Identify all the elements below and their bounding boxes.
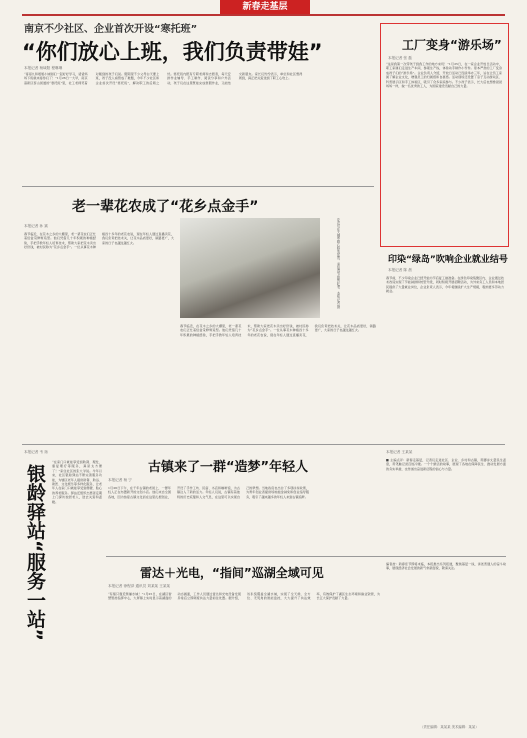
article-body: 春节临近，在花木之乡的大棚里，老一辈花农们正忙着给盆景修剪造型。他们凭借几十年积累的种植经验，手把手教年轻人培育技术，帮助大家把花木卖出好价钱，被村民称为“花乡点金手”。一位从事花木种植四十多年的老花农说，现在年轻人通过直播卖花，我们负责把技术关，让花木品质更好，销路更广，大家的日子也越过越红火。 (180, 324, 376, 337)
article-body: “哥哥九和姐姐小妹刚们一起好好学习，爸爸妈妈下班就来接你们了！”1月26日一大早，南京高新区泰山街道的“寒托班”里，社工老师笑着对刚到的孩子们说。假期里不少父母白天要上班，孩子没人看管成了难题，今年不少社区和企业首次开设“寒托班”，解决职工的后顾之忧。寒托班内配有专职老师和志愿者，每天安排作业辅导、手工制作、阅读分享和户外活动，孩子们在这里既能完成寒假作业，又能结交新朋友。家长们纷纷表示，单位和社区想得周到，真正把关爱送到了职工心坎上。 (24, 72, 303, 85)
article-body: “这是我第一次带孩子到我工作的地方来玩！”1月25日，在一家企业开放日活动中，职工家属们走进生产车间，参观生产线，体验动手制作小零件。原本严肃的工厂变身成孩子们的“游乐场”。企业负责人介绍，开放日活动已连续举办三年，旨在让员工家属了解企业文化，增强员工的归属感和自豪感。活动现场还设置了亲子互动游戏区、科普展示区和手工体验区，吸引了众多家庭参与。不少孩子表示，长大后也想像爸爸妈妈一样，做一名优秀的工人，为国家建设贡献自己的力量。 (386, 62, 502, 89)
article-body: ■ 主编点评：新春走基层，记者们走进社区、企业、乡村和古镇，用脚步丈量民生温度，用笔触记录百姓冷暖。一个个鲜活的故事，展现了各地在保障民生、推动发展方面的务实举措，也传递出奋进新征程的信心与力量。 (386, 458, 506, 471)
divider (22, 186, 374, 187)
article-title: 古镇来了一群“造梦”年轻人 (148, 460, 309, 475)
article-photo (180, 218, 320, 318)
photo-caption: 花农们在大棚中精心修剪盆景，迎接春节销售旺季。本报记者 摄 (336, 218, 340, 309)
article-body: 1月26日下午，在千年古镇的老街上，一群年轻人正在布置新开的文创小店。他们来自全国各地，因为热爱古镇文化而在这里扎根创业，开设了手作工坊、民宿、书店和咖啡馆，为古镇注入了新的活力。年轻人们说，古镇有着独特的历史底蕴和人文气息，在这里可以实现自己的梦想。当地政府也出台了多项扶持政策，为青年创业者提供场地租金减免和创业指导服务，吸引了越来越多的年轻人来到古镇追梦。 (108, 486, 309, 499)
article-title: 银龄驿站“服务一站” (24, 464, 46, 641)
article-byline: 本报记者 韦 扬 (24, 450, 48, 454)
masthead-rule (22, 14, 505, 16)
article-byline: 本报记者 杨域阳 程琳琳 (24, 66, 63, 70)
article-byline: 本报记者 陈 晨 (388, 268, 412, 272)
article-body: “有船只靠近禁捕水域！”1月25日，在湖区智慧管控指挥中心，大屏幕上实时显示着湖面的动态画面，工作人员通过雷达和光电设备发现异常后立即调度执法力量前往处置。据介绍，该系统覆盖全湖水域，实现了全天候、全方位、无死角的智能监控，大大提升了执法效率，有效保护了湖区生态环境和渔业资源，为长江大保护贡献了力量。 (108, 592, 380, 601)
article-title: 印染“绿岛”吹响企业就业结号 (388, 255, 508, 265)
article-byline: 本报记者 徐程泽 通讯员 刘某某 王某某 (108, 584, 171, 588)
article-byline: 本报记者 孙 斌 (24, 224, 48, 228)
article-title: 雷达＋光电，“指间”巡湖全域可见 (140, 566, 324, 580)
divider (22, 444, 505, 445)
article-kicker: 南京不少社区、企业首次开设“寒托班” (24, 24, 198, 35)
article-byline: 本报记者 杨 宁 (108, 478, 132, 482)
article-body: 春节临近，在花木之乡的大棚里，老一辈花农们正忙着给盆景修剪造型。他们凭借几十年积累的种植经验，手把手教年轻人培育技术，帮助大家把花木卖出好价钱，被村民称为“花乡点金手”。一位从事花木种植四十多年的老花农说，现在年轻人通过直播卖花，我们负责把技术关，让花木品质更好，销路更广，大家的日子也越过越红火。 (24, 232, 174, 250)
article-byline: 本报记者 张 磊 (388, 56, 412, 60)
article-title: 工厂变身“游乐场” (402, 38, 502, 52)
article-body: “在家门口就能享受到助餐、理发、康复理疗等服务，真是太方便了！”家住社区的张大爷说。今年以来，社区银龄驿站不断完善服务功能，为辖区老年人提供助餐、助浴、助医、文化娱乐等多样化服务，让老年人在家门口就能享受到便捷、贴心的养老服务。驿站还组织志愿者定期上门探访独居老人，送去关爱和温暖。 (52, 460, 102, 504)
article-body: 编者按：新春佳节即将来临，本报推出系列报道，聚焦基层一线，讲述普通人的奋斗故事，展现经济社会发展的新气象新面貌，敬请关注。 (386, 562, 506, 571)
masthead: 新春走基层 (220, 0, 310, 14)
article-title: 老一辈花农成了“花乡点金手” (72, 199, 259, 215)
article-title: “你们放心上班，我们负责带娃” (22, 40, 323, 64)
article-byline: 本报记者 王某某 (386, 450, 413, 454)
article-body: 春节前，不少印染企业已经开始为节后复工做准备。在绿色印染集聚区内，企业通过技术改造实现了节能减排和转型升级，同时积极开展招聘活动，为外来务工人员和本地居民提供了大量就业岗位，企业负责人表示，今年将继续扩大生产规模，吸纳更多劳动力就业。 (386, 276, 504, 294)
page-footer: （责任编辑：某某某 美术编辑：某某） (420, 725, 479, 729)
divider (106, 556, 506, 557)
